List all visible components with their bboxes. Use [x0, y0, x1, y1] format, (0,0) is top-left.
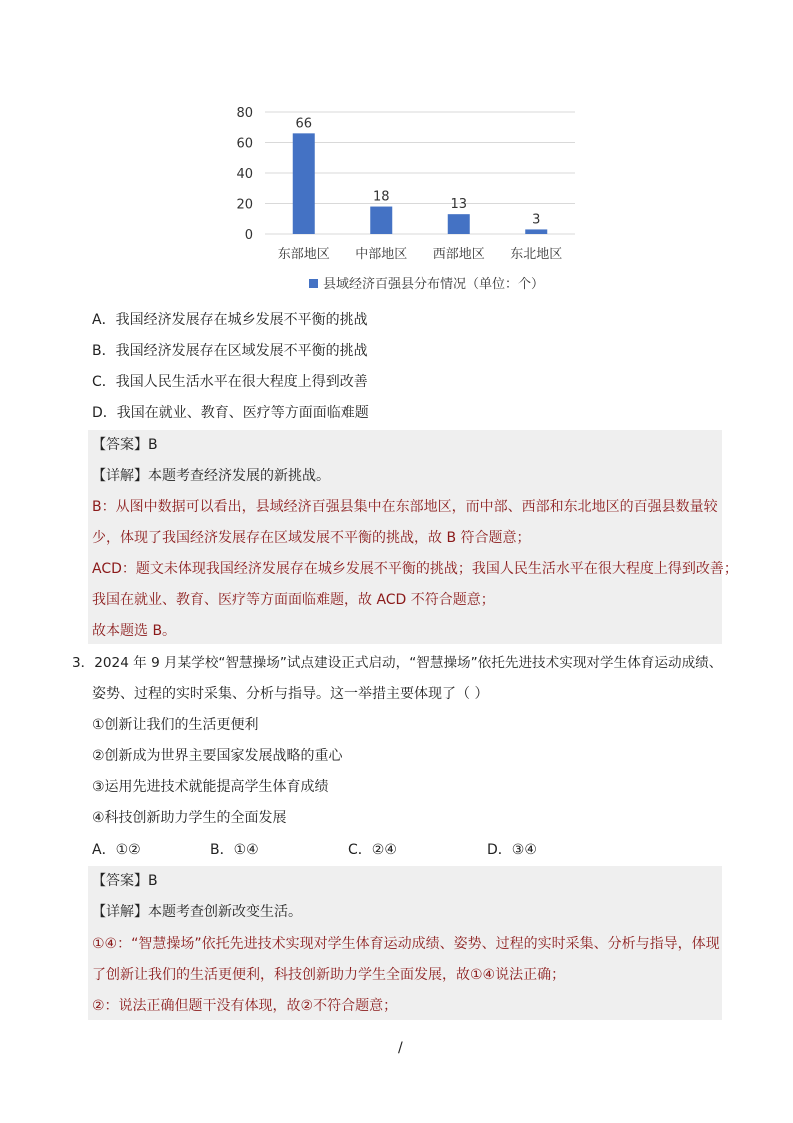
x-category-label: 东北地区 — [510, 247, 563, 262]
bar — [525, 229, 547, 234]
q3-detail: 【详解】本题考查创新改变生活。 — [92, 904, 302, 920]
q2-analysis-line: B：从图中数据可以看出，县域经济百强县集中在东部地区，而中部、西部和东北地区的百强县数量较 — [92, 499, 718, 515]
x-category-label: 西部地区 — [432, 247, 485, 262]
y-tick-label: 60 — [236, 136, 253, 152]
y-tick-label: 40 — [236, 167, 253, 182]
q2-option-a: A．我国经济发展存在城乡发展不平衡的挑战 — [92, 312, 368, 328]
q3-stem-line: 3．2024 年 9 月某学校“智慧操场”试点建设正式启动，“智慧操场”依托先进技术实现对学生体育运动成绩、 — [72, 655, 723, 671]
q3-analysis-line: ②：说法正确但题干没有体现，故②不符合题意； — [92, 998, 398, 1014]
y-tick-label: 20 — [236, 197, 253, 213]
bar-data-label: 66 — [295, 116, 313, 132]
bar — [293, 133, 315, 234]
q2-option-d: D．我国在就业、教育、医疗等方面面临难题 — [92, 405, 369, 421]
q3-analysis-line: ①④：“智慧操场”依托先进技术实现对学生体育运动成绩、姿势、过程的实时采集、分析与指导，体现 — [92, 936, 720, 952]
x-category-label: 中部地区 — [355, 247, 408, 262]
q3-item-3: ③运用先进技术就能提高学生体育成绩 — [92, 779, 329, 795]
bar-data-label: 3 — [532, 212, 541, 228]
y-tick-label: 0 — [244, 228, 253, 243]
bar-data-label: 18 — [372, 189, 390, 205]
q3-answer: 【答案】B — [92, 873, 158, 889]
q2-option-b: B．我国经济发展存在区域发展不平衡的挑战 — [92, 343, 368, 359]
q2-option-c: C．我国人民生活水平在很大程度上得到改善 — [92, 374, 368, 390]
q2-analysis-line: ACD：题文未体现我国经济发展存在城乡发展不平衡的挑战；我国人民生活水平在很大程度上得到改善； — [92, 561, 738, 577]
x-category-label: 东部地区 — [277, 247, 330, 262]
bar-data-label: 13 — [450, 197, 468, 213]
q3-item-1: ①创新让我们的生活更便利 — [92, 717, 259, 733]
q3-analysis-line: 了创新让我们的生活更便利，科技创新助力学生全面发展，故①④说法正确； — [92, 967, 566, 983]
x-axis-categories — [278, 246, 563, 262]
q3-stem-line: 姿势、过程的实时采集、分析与指导。这一举措主要体现了（ ） — [92, 686, 489, 702]
q3-item-2: ②创新成为世界主要国家发展战略的重心 — [92, 748, 343, 764]
bar — [370, 207, 392, 234]
bar-chart — [225, 90, 585, 300]
q2-analysis-line: 我国在就业、教育、医疗等方面面临难题，故 ACD 不符合题意； — [92, 592, 495, 608]
q2-answer: 【答案】B — [92, 437, 158, 453]
y-axis-ticks — [236, 106, 253, 243]
q2-detail: 【详解】本题考查经济发展的新挑战。 — [92, 468, 330, 484]
q2-conclusion: 故本题选 B。 — [92, 623, 177, 639]
q3-choice-d: D．③④ — [487, 842, 537, 858]
y-tick-label: 80 — [236, 106, 253, 121]
q3-choice-b: B．①④ — [210, 842, 259, 858]
chart-bars — [293, 116, 548, 234]
q2-analysis-line: 少，体现了我国经济发展存在区域发展不平衡的挑战，故 B 符合题意； — [92, 530, 531, 546]
q3-choice-a: A．①② — [92, 842, 141, 858]
q3-choice-c: C．②④ — [348, 842, 397, 858]
page-mark: / — [398, 1040, 403, 1056]
q3-item-4: ④科技创新助力学生的全面发展 — [92, 810, 287, 826]
bar — [448, 214, 470, 234]
legend-label: 县域经济百强县分布情况（单位：个） — [323, 277, 545, 292]
chart-legend — [309, 276, 544, 292]
legend-swatch — [309, 279, 318, 288]
